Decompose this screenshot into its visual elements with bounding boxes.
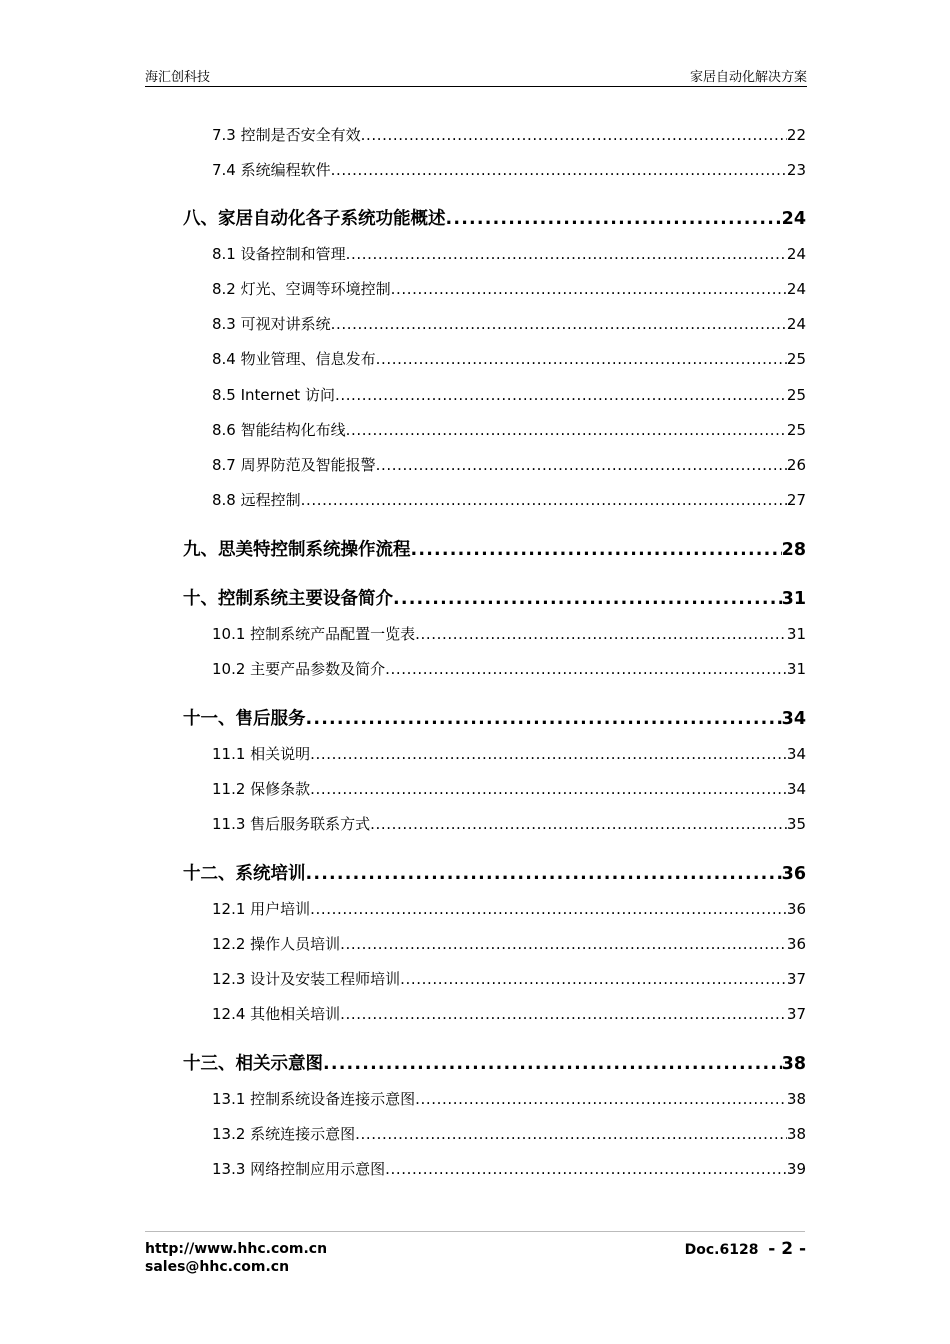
toc-entry[interactable] <box>212 243 806 264</box>
toc-entry-label: 12.1 用户培训 <box>212 900 311 918</box>
toc-entry-page: 31 <box>786 660 806 678</box>
header-company: 海汇创科技 <box>145 70 211 85</box>
toc-entry-label: 7.4 系统编程软件 <box>212 161 331 179</box>
toc-chapter-label: 十二、系统培训 <box>183 864 306 884</box>
toc-entry-page: 37 <box>786 1005 806 1023</box>
toc-entry[interactable] <box>212 313 806 334</box>
footer-url[interactable]: http://www.hhc.com.cn <box>145 1241 328 1257</box>
toc-entry-label: 7.3 控制是否安全有效 <box>212 126 361 144</box>
toc-entry-page: 25 <box>786 421 806 439</box>
toc-leader <box>385 660 787 678</box>
toc-entry-page: 38 <box>786 1125 806 1143</box>
toc-entry[interactable] <box>212 623 806 644</box>
toc-leader <box>346 245 787 263</box>
toc-entry-label: 12.3 设计及安装工程师培训 <box>212 970 401 988</box>
toc-entry[interactable] <box>212 1158 806 1179</box>
footer-page-number: - 2 - <box>768 1239 806 1259</box>
toc-entry-page: 35 <box>786 815 806 833</box>
toc-leader <box>400 970 787 988</box>
toc-leader <box>310 900 787 918</box>
toc-entry-label: 8.7 周界防范及智能报警 <box>212 456 376 474</box>
toc-entry-label: 8.2 灯光、空调等环境控制 <box>212 280 391 298</box>
toc-entry[interactable] <box>212 348 806 369</box>
toc-leader <box>323 1054 782 1074</box>
toc-entry[interactable] <box>212 1003 806 1024</box>
toc-chapter[interactable] <box>183 860 806 885</box>
toc-chapter[interactable] <box>183 705 806 730</box>
toc-leader <box>370 815 787 833</box>
footer-email[interactable]: sales@hhc.com.cn <box>145 1259 290 1275</box>
toc-leader <box>415 1090 787 1108</box>
toc-entry-page: 25 <box>786 386 806 404</box>
toc-leader <box>310 780 787 798</box>
toc-entry-page: 34 <box>786 780 806 798</box>
toc-leader <box>355 1125 787 1143</box>
toc-chapter[interactable] <box>183 205 806 230</box>
toc-entry[interactable] <box>212 384 806 405</box>
toc-entry-page: 26 <box>786 456 806 474</box>
toc-entry-page: 34 <box>786 745 806 763</box>
footer-doc-number: Doc.6128 <box>684 1242 759 1258</box>
toc-entry-page: 38 <box>786 1090 806 1108</box>
toc-chapter-label: 九、思美特控制系统操作流程 <box>183 540 411 560</box>
toc-entry-page: 24 <box>786 245 806 263</box>
toc-leader <box>376 456 787 474</box>
footer-doc-info <box>685 1240 806 1259</box>
toc-entry-page: 23 <box>786 161 806 179</box>
toc-entry[interactable] <box>212 454 806 475</box>
toc-entry[interactable] <box>212 658 806 679</box>
toc-leader <box>306 709 782 729</box>
toc-entry-label: 8.5 Internet 访问 <box>212 386 335 404</box>
toc-leader <box>340 935 787 953</box>
toc-entry[interactable] <box>212 124 806 145</box>
toc-chapter[interactable] <box>183 1050 806 1075</box>
toc-entry-label: 13.3 网络控制应用示意图 <box>212 1160 386 1178</box>
toc-entry-page: 25 <box>786 350 806 368</box>
toc-leader <box>331 315 787 333</box>
toc-entry-label: 8.3 可视对讲系统 <box>212 315 331 333</box>
footer-contact <box>145 1240 327 1276</box>
toc-entry[interactable] <box>212 743 806 764</box>
toc-chapter-label: 十三、相关示意图 <box>183 1054 323 1074</box>
toc-entry-label: 12.4 其他相关培训 <box>212 1005 341 1023</box>
toc-entry-label: 8.4 物业管理、信息发布 <box>212 350 376 368</box>
toc-chapter-page: 28 <box>781 540 806 560</box>
toc-entry-label: 10.1 控制系统产品配置一览表 <box>212 625 416 643</box>
toc-entry-page: 22 <box>786 126 806 144</box>
toc-entry[interactable] <box>212 933 806 954</box>
toc-entry-page: 37 <box>786 970 806 988</box>
toc-leader <box>385 1160 787 1178</box>
toc-entry-label: 10.2 主要产品参数及简介 <box>212 660 386 678</box>
toc-entry-label: 12.2 操作人员培训 <box>212 935 341 953</box>
toc-leader <box>335 386 787 404</box>
toc-entry-page: 36 <box>786 900 806 918</box>
toc-entry-label: 13.1 控制系统设备连接示意图 <box>212 1090 416 1108</box>
toc-entry[interactable] <box>212 1088 806 1109</box>
toc-chapter-page: 24 <box>781 209 806 229</box>
toc-entry[interactable] <box>212 778 806 799</box>
toc-entry-label: 11.3 售后服务联系方式 <box>212 815 371 833</box>
toc-entry-label: 11.1 相关说明 <box>212 745 311 763</box>
toc-chapter-label: 十、控制系统主要设备简介 <box>183 589 393 609</box>
toc-chapter-page: 38 <box>781 1054 806 1074</box>
toc-entry-page: 27 <box>786 491 806 509</box>
toc-leader <box>361 126 787 144</box>
toc-chapter-label: 八、家居自动化各子系统功能概述 <box>183 209 446 229</box>
toc-chapter-page: 31 <box>781 589 806 609</box>
toc-chapter-page: 34 <box>781 709 806 729</box>
toc-entry-label: 8.8 远程控制 <box>212 491 301 509</box>
toc-chapter[interactable] <box>183 585 806 610</box>
toc-leader <box>331 161 787 179</box>
toc-entry-label: 8.1 设备控制和管理 <box>212 245 346 263</box>
toc-entry[interactable] <box>212 1123 806 1144</box>
toc-leader <box>301 491 787 509</box>
header-title: 家居自动化解决方案 <box>689 70 807 85</box>
toc-leader <box>306 864 782 884</box>
toc-entry-page: 24 <box>786 280 806 298</box>
toc-entry[interactable] <box>212 419 806 440</box>
toc-chapter-label: 十一、售后服务 <box>183 709 306 729</box>
toc-entry[interactable] <box>212 968 806 989</box>
toc-entry-label: 13.2 系统连接示意图 <box>212 1125 356 1143</box>
toc-leader <box>415 625 787 643</box>
toc-chapter[interactable] <box>183 536 806 561</box>
toc-leader <box>391 280 787 298</box>
toc-entry-page: 31 <box>786 625 806 643</box>
toc-entry-page: 36 <box>786 935 806 953</box>
toc-entry-label: 11.2 保修条款 <box>212 780 311 798</box>
toc-leader <box>446 209 782 229</box>
toc-entry-page: 39 <box>786 1160 806 1178</box>
toc-leader <box>376 350 787 368</box>
footer-divider <box>145 1231 805 1232</box>
toc-chapter-page: 36 <box>781 864 806 884</box>
toc-leader <box>340 1005 787 1023</box>
toc-leader <box>346 421 787 439</box>
toc-entry[interactable] <box>212 489 806 510</box>
toc-leader <box>411 540 782 560</box>
toc-entry[interactable] <box>212 159 806 180</box>
toc-entry[interactable] <box>212 813 806 834</box>
toc-leader <box>393 589 782 609</box>
toc-entry[interactable] <box>212 278 806 299</box>
toc-entry-label: 8.6 智能结构化布线 <box>212 421 346 439</box>
toc-leader <box>310 745 787 763</box>
toc-entry-page: 24 <box>786 315 806 333</box>
toc-entry[interactable] <box>212 898 806 919</box>
